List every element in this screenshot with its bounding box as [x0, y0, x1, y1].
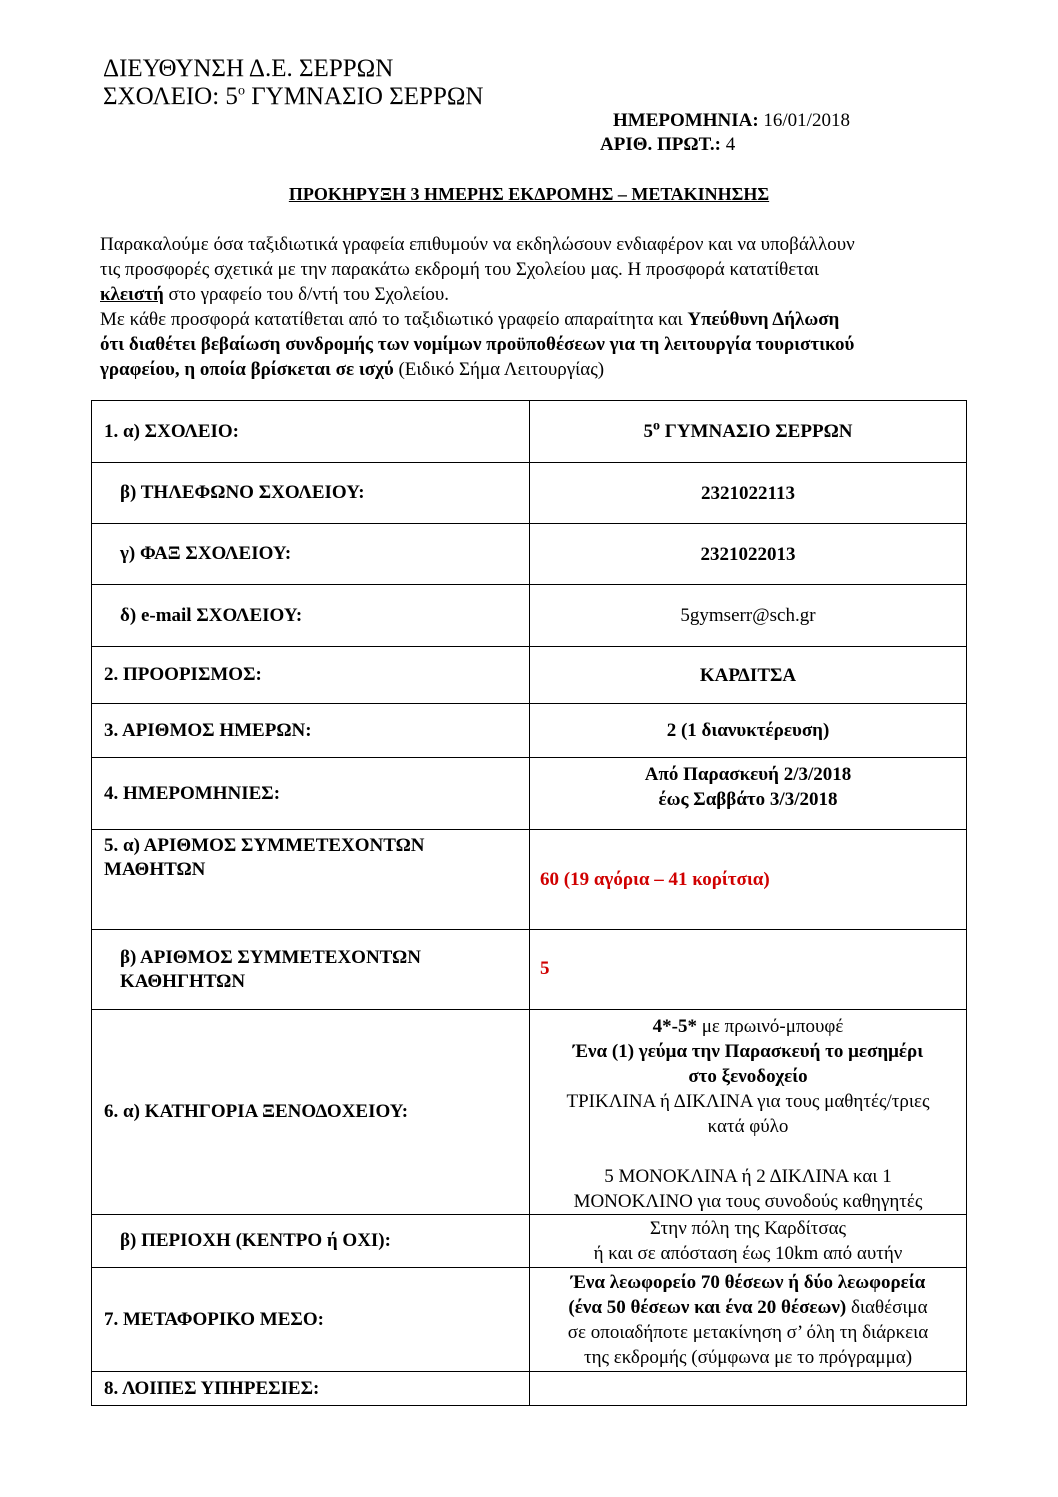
school-heading	[103, 82, 483, 112]
teachers-label	[92, 930, 530, 1010]
hotel-label: 6. α) ΚΑΤΗΓΟΡΙΑ ΞΕΝΟΔΟΧΕΙΟΥ:	[92, 1010, 530, 1215]
area-line-2: ή και σε απόσταση έως 10km από αυτήν	[593, 1243, 903, 1264]
destination-label: 2. ΠΡΟΟΡΙΣΜΟΣ:	[92, 647, 530, 704]
table-row	[92, 1215, 967, 1268]
dates-to: έως Σαββάτο 3/3/2018	[658, 789, 838, 810]
phone-value: 2321022113	[530, 463, 967, 524]
intro-line-4	[100, 307, 970, 332]
days-label: 3. ΑΡΙΘΜΟΣ ΗΜΕΡΩΝ:	[92, 704, 530, 758]
destination-value: ΚΑΡΔΙΤΣΑ	[530, 647, 967, 704]
protocol-line	[600, 134, 735, 156]
transport-line-2-rest: διαθέσιμα	[846, 1296, 928, 1318]
table-row	[92, 1372, 967, 1406]
hotel-value	[530, 1010, 967, 1215]
area-label: β) ΠΕΡΙΟΧΗ (ΚΕΝΤΡΟ ή ΟΧΙ):	[92, 1215, 530, 1268]
students-value: 60 (19 αγόρια – 41 κορίτσια)	[530, 830, 967, 930]
intro-line-3	[100, 282, 970, 307]
students-label	[92, 830, 530, 930]
table-row	[92, 463, 967, 524]
table-row	[92, 758, 967, 830]
email-label: δ) e-mail ΣΧΟΛΕΙΟΥ:	[92, 585, 530, 647]
transport-line-3: σε οποιαδήποτε μετακίνηση σ’ όλη τη διάρκεια	[567, 1321, 929, 1343]
hotel-stars: 4*-5*	[652, 1016, 697, 1037]
document-title: ΠΡΟΚΗΡΥΞΗ 3 ΗΜΕΡΗΣ ΕΚΔΡΟΜΗΣ – ΜΕΤΑΚΙΝΗΣΗΣ	[288, 184, 770, 204]
hotel-line-6: 5 ΜΟΝΟΚΛΙΝΑ ή 2 ΔΙΚΛΙΝΑ και 1	[604, 1166, 892, 1187]
intro-line-4-plain: Με κάθε προσφορά κατατίθεται από το ταξιδιωτικό γραφείο απαραίτητα και	[100, 309, 688, 330]
intro-line-6-rest: (Ειδικό Σήμα Λειτουργίας)	[393, 359, 605, 380]
table-row	[92, 1268, 967, 1372]
transport-label: 7. ΜΕΤΑΦΟΡΙΚΟ ΜΕΣΟ:	[92, 1268, 530, 1372]
transport-line-2-bold: (ένα 50 θέσεων και ένα 20 θέσεων)	[568, 1296, 847, 1318]
trip-details-table	[91, 400, 967, 1406]
intro-closed-word: κλειστή	[100, 284, 164, 305]
dates-from: Από Παρασκευή 2/3/2018	[644, 764, 852, 785]
transport-line-4: της εκδρομής (σύμφωνα με το πρόγραμμα)	[583, 1346, 913, 1368]
table-row	[92, 524, 967, 585]
teachers-label-line-1: β) ΑΡΙΘΜΟΣ ΣΥΜΜΕΤΕΧΟΝΤΩΝ	[120, 946, 421, 968]
intro-line-6	[100, 357, 970, 382]
school-label: 1. α) ΣΧΟΛΕΙΟ:	[92, 401, 530, 463]
transport-line-2	[530, 1295, 966, 1320]
students-label-line-1: 5. α) ΑΡΙΘΜΟΣ ΣΥΜΜΕΤΕΧΟΝΤΩΝ	[104, 835, 425, 856]
table-row	[92, 647, 967, 704]
date-label: ΗΜΕΡΟΜΗΝΙΑ:	[613, 110, 759, 131]
table-row	[92, 585, 967, 647]
students-label-line-2: ΜΑΘΗΤΩΝ	[104, 859, 206, 880]
dates-value	[530, 758, 967, 830]
table-row	[92, 830, 967, 930]
school-heading-suffix: ΓΥΜΝΑΣΙΟ ΣΕΡΡΩΝ	[244, 83, 484, 110]
transport-line-1: Ένα λεωφορείο 70 θέσεων ή δύο λεωφορεία	[570, 1271, 926, 1293]
days-value: 2 (1 διανυκτέρευση)	[530, 704, 967, 758]
hotel-spacer	[530, 1139, 966, 1164]
school-heading-sup: ο	[237, 83, 245, 99]
school-value	[530, 401, 967, 463]
fax-label: γ) ΦΑΞ ΣΧΟΛΕΙΟΥ:	[92, 524, 530, 585]
hotel-line-2: Ένα (1) γεύμα την Παρασκευή το μεσημέρι	[572, 1041, 924, 1062]
hotel-line-4: ΤΡΙΚΛΙΝΑ ή ΔΙΚΛΙΝΑ για τους μαθητές/τριες	[566, 1091, 930, 1112]
intro-line-5: ότι διαθέτει βεβαίωση συνδρομής των νομίμων προϋποθέσεων για τη λειτουργία τουριστικού	[100, 334, 855, 355]
other-services-value	[530, 1372, 967, 1406]
protocol-value: 4	[720, 134, 736, 155]
teachers-label-line-2: ΚΑΘΗΓΗΤΩΝ	[120, 970, 246, 992]
dates-label: 4. ΗΜΕΡΟΜΗΝΙΕΣ:	[92, 758, 530, 830]
intro-line-1: Παρακαλούμε όσα ταξιδιωτικά γραφεία επιθυμούν να εκδηλώσουν ενδιαφέρον και να υποβάλλουν	[100, 234, 855, 255]
date-value: 16/01/2018	[758, 110, 850, 131]
area-value	[530, 1215, 967, 1268]
school-heading-prefix: ΣΧΟΛΕΙΟ: 5	[103, 83, 238, 110]
protocol-label: ΑΡΙΘ. ΠΡΩΤ.:	[600, 134, 721, 155]
area-line-1: Στην πόλη της Καρδίτσας	[649, 1218, 847, 1239]
hotel-line-7: ΜΟΝΟΚΛΙΝΟ για τους συνοδούς καθηγητές	[573, 1191, 923, 1212]
fax-value: 2321022013	[530, 524, 967, 585]
hotel-line-1	[530, 1014, 966, 1039]
intro-paragraph	[100, 232, 970, 382]
phone-label: β) ΤΗΛΕΦΩΝΟ ΣΧΟΛΕΙΟΥ:	[92, 463, 530, 524]
teachers-value: 5	[530, 930, 967, 1010]
school-value-sup: ο	[652, 418, 660, 434]
email-value: 5gymserr@sch.gr	[530, 585, 967, 647]
intro-line-3-rest: στο γραφείο του δ/ντή του Σχολείου.	[163, 284, 450, 305]
intro-line-2: τις προσφορές σχετικά με την παρακάτω εκδρομή του Σχολείου μας. Η προσφορά κατατίθεται	[100, 259, 819, 280]
hotel-line-3: στο ξενοδοχείο	[688, 1066, 808, 1087]
intro-line-6-bold: γραφείου, η οποία βρίσκεται σε ισχύ	[100, 359, 394, 380]
intro-line-4-bold: Υπεύθυνη Δήλωση	[687, 309, 840, 330]
school-value-suffix: ΓΥΜΝΑΣΙΟ ΣΕΡΡΩΝ	[659, 421, 853, 442]
transport-value	[530, 1268, 967, 1372]
table-row	[92, 401, 967, 463]
date-line	[613, 110, 850, 132]
table-row	[92, 930, 967, 1010]
hotel-line-1-rest: με πρωινό-μπουφέ	[696, 1016, 844, 1037]
other-services-label: 8. ΛΟΙΠΕΣ ΥΠΗΡΕΣΙΕΣ:	[92, 1372, 530, 1406]
table-row	[92, 1010, 967, 1215]
school-value-prefix: 5	[643, 421, 653, 442]
directorate-heading: ΔΙΕΥΘΥΝΣΗ Δ.Ε. ΣΕΡΡΩΝ	[103, 55, 394, 82]
table-row	[92, 704, 967, 758]
hotel-line-5: κατά φύλο	[707, 1116, 789, 1137]
